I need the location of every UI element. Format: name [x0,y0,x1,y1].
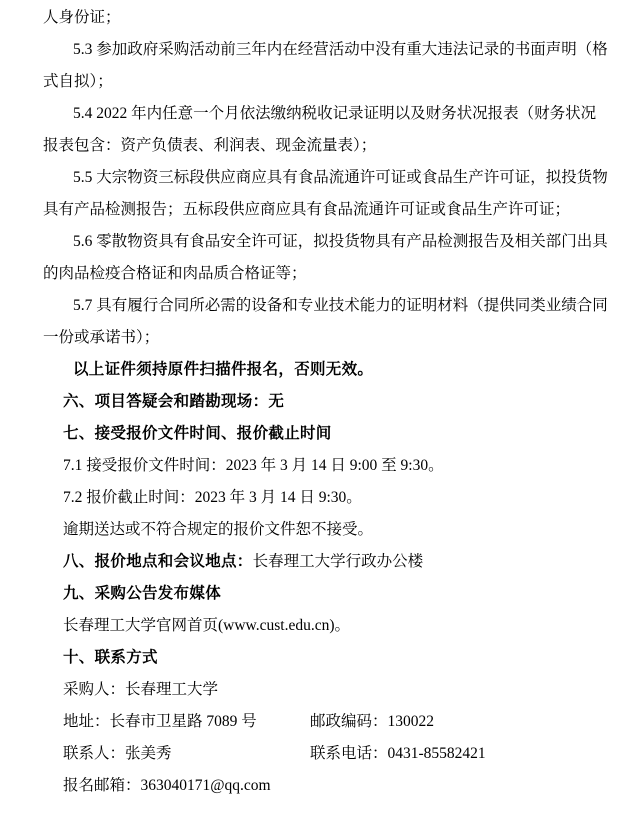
doc-line [43,354,614,386]
body-text: 长春理工大学行政办公楼 [252,553,424,570]
body-text: 采购人：长春理工大学 [63,681,219,698]
body-text-column2: 邮政编码：130022 [310,713,435,730]
doc-line [43,514,614,546]
heading-text: 十、联系方式 [63,649,158,666]
doc-line [43,610,614,642]
doc-line [43,2,614,34]
doc-line [43,674,614,706]
body-text: 5.3 参加政府采购活动前三年内在经营活动中没有重大违法记录的书面声明（格 [73,41,608,58]
body-text: 的肉品检疫合格证和肉品质合格证等； [43,265,307,282]
doc-line [43,450,614,482]
doc-line [43,66,614,98]
body-text-column2: 联系电话：0431-85582421 [310,745,486,762]
body-text: 人身份证； [43,9,121,26]
doc-line [43,418,614,450]
doc-line [43,34,614,66]
body-text: 一份或承诺书）； [43,329,160,346]
doc-line [43,546,614,578]
heading-text: 六、项目答疑会和踏勘现场：无 [63,393,285,410]
body-text: 5.7 具有履行合同所必需的设备和专业技术能力的证明材料（提供同类业绩合同 [73,297,608,314]
body-text: 5.5 大宗物资三标段供应商应具有食品流通许可证或食品生产许可证，拟投货物 [73,169,608,186]
doc-line [43,194,614,226]
body-text: 5.6 零散物资具有食品安全许可证，拟投货物具有产品检测报告及相关部门出具 [73,233,608,250]
doc-line [43,386,614,418]
body-text: 地址：长春市卫星路 7089 号 [63,713,257,730]
body-text: 联系人：张美秀 [63,745,172,762]
body-text: 逾期送达或不符合规定的报价文件恕不接受。 [63,521,374,538]
doc-line [43,322,614,354]
doc-line [43,162,614,194]
heading-text: 七、接受报价文件时间、报价截止时间 [63,425,332,442]
heading-text: 以上证件须持原件扫描件报名，否则无效。 [73,361,374,378]
heading-text: 八、报价地点和会议地点： [63,553,253,570]
doc-line [43,482,614,514]
doc-line [43,130,614,162]
doc-line [43,226,614,258]
body-text: 7.2 报价截止时间：2023 年 3 月 14 日 9:30。 [63,489,362,506]
body-text: 5.4 2022 年内任意一个月依法缴纳税收记录证明以及财务状况报表（财务状况 [73,105,597,122]
body-text: 报表包含：资产负债表、利润表、现金流量表）； [43,137,377,154]
doc-line [43,642,614,674]
doc-line [43,706,614,738]
heading-text: 九、采购公告发布媒体 [63,585,222,602]
body-text: 7.1 接受报价文件时间：2023 年 3 月 14 日 9:00 至 9:30。 [63,457,444,474]
doc-line [43,578,614,610]
doc-line [43,98,614,130]
doc-line [43,290,614,322]
body-text: 具有产品检测报告；五标段供应商应具有食品流通许可证或食品生产许可证； [43,201,571,218]
body-text: 长春理工大学官网首页(www.cust.edu.cn)。 [63,617,351,634]
body-text: 报名邮箱：363040171@qq.com [63,777,271,794]
body-text: 式自拟）； [43,73,113,90]
doc-line [43,258,614,290]
doc-line [43,770,614,802]
doc-line [43,738,614,770]
